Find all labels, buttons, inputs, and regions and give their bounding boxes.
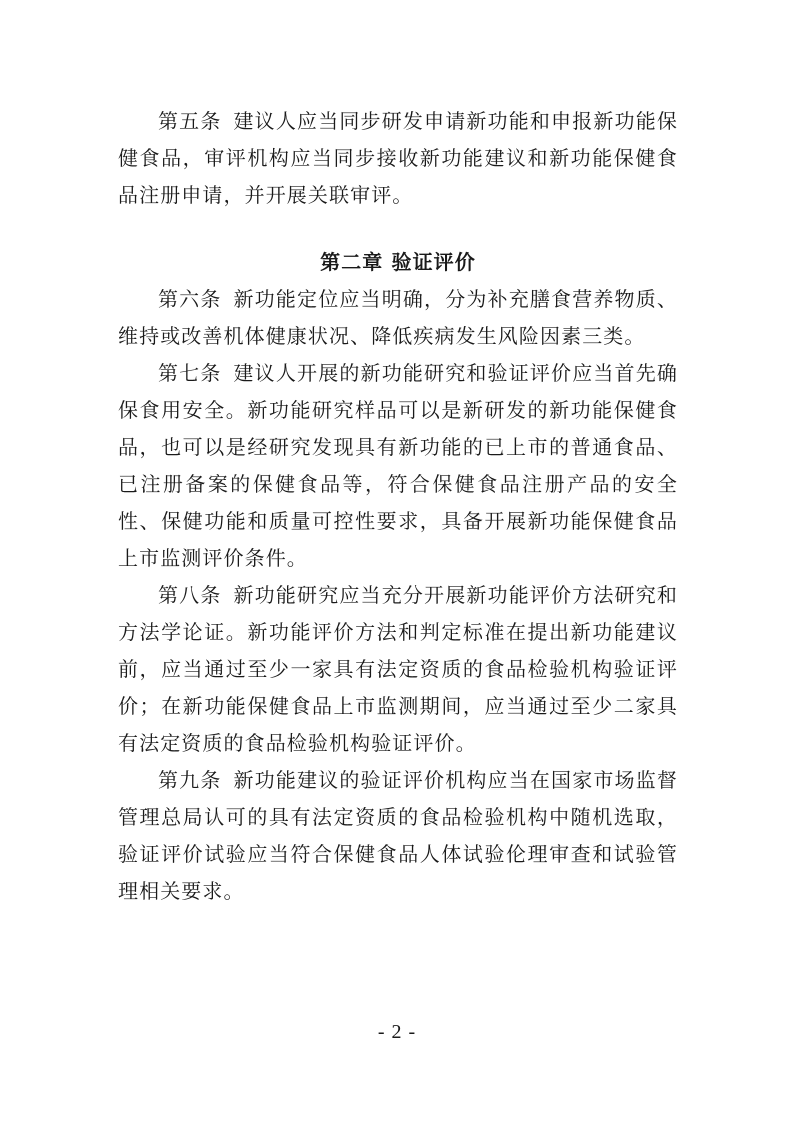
article-5-paragraph	[118, 103, 678, 214]
article-5-text: 建议人应当同步研发申请新功能和申报新功能保健食品，审评机构应当同步接收新功能建议和新功能保健食品注册申请，并开展关联审评。	[118, 109, 678, 207]
article-5-number: 第五条	[158, 109, 222, 133]
page-number: - 2 -	[377, 1021, 417, 1043]
article-7-paragraph	[118, 355, 678, 577]
document-body	[118, 103, 678, 910]
article-6-number: 第六条	[158, 287, 222, 311]
article-9-number: 第九条	[158, 768, 222, 792]
article-7-text: 建议人开展的新功能研究和验证评价应当首先确保食用安全。新功能研究样品可以是新研发的新功能保健食品，也可以是经研究发现具有新功能的已上市的普通食品、已注册备案的保健食品等，符合保健食品注册产品的安全性、保健功能和质量可控性要求，具备开展新功能保健食品上市监测评价条件。	[118, 361, 678, 570]
article-7-number: 第七条	[158, 361, 222, 385]
article-8-paragraph	[118, 577, 678, 762]
article-9-text: 新功能建议的验证评价机构应当在国家市场监督管理总局认可的具有法定资质的食品检验机构中随机选取，验证评价试验应当符合保健食品人体试验伦理审查和试验管理相关要求。	[118, 768, 678, 903]
article-9-paragraph	[118, 762, 678, 910]
article-6-text: 新功能定位应当明确，分为补充膳食营养物质、维持或改善机体健康状况、降低疾病发生风险因素三类。	[118, 287, 678, 348]
article-8-text: 新功能研究应当充分开展新功能评价方法研究和方法学论证。新功能评价方法和判定标准在提出新功能建议前，应当通过至少一家具有法定资质的食品检验机构验证评价；在新功能保健食品上市监测期间，应当通过至少二家具有法定资质的食品检验机构验证评价。	[118, 583, 678, 755]
chapter-2-title: 第二章 验证评价	[320, 250, 476, 274]
article-6-paragraph	[118, 281, 678, 355]
article-8-number: 第八条	[158, 583, 222, 607]
